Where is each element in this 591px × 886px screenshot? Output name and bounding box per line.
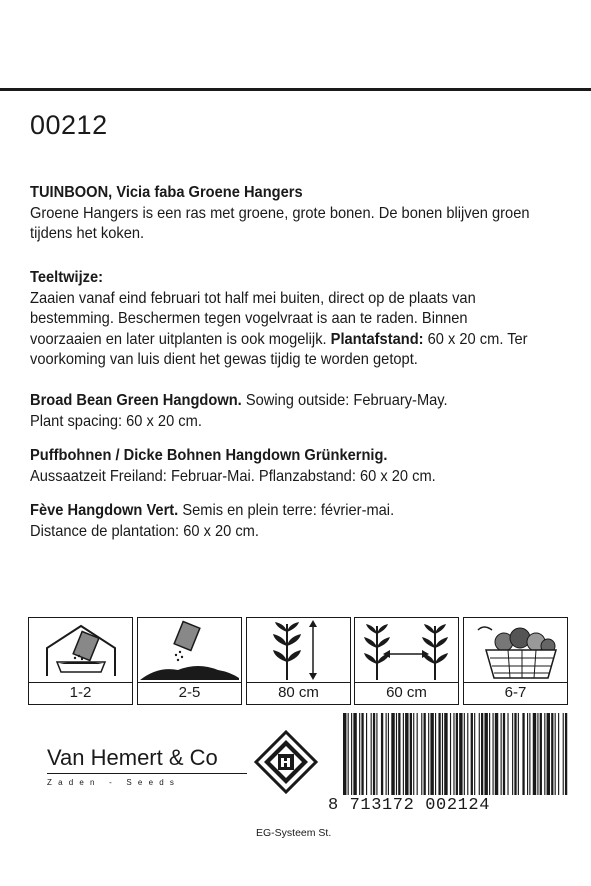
barcode-bar: [537, 713, 538, 795]
barcode-bar: [381, 713, 383, 795]
barcode-bar: [479, 713, 480, 795]
barcode-bar: [366, 713, 367, 795]
sow-indoors-label: 1-2: [28, 682, 133, 705]
brand-tagline: Zaden - Seeds: [47, 778, 181, 787]
barcode-bar: [522, 713, 524, 795]
spacing-text: 60 x 20 cm. Ter voorkoming van luis dient het gewas tijdig te worden getopt.: [30, 330, 528, 368]
barcode-bar: [435, 713, 436, 795]
barcode-bar: [565, 713, 567, 795]
brand-divider: [47, 773, 247, 774]
english-name: Broad Bean Green Hangdown.: [30, 392, 242, 409]
footer-text: EG-Systeem St.: [256, 827, 332, 839]
german-section: [30, 446, 542, 487]
barcode-bar: [450, 713, 451, 795]
french-spacing: Distance de plantation: 60 x 20 cm.: [30, 522, 259, 540]
barcode-bar: [405, 713, 408, 795]
barcode-bar: [555, 713, 556, 795]
brand-name: Van Hemert & Co: [47, 745, 218, 770]
barcode-bar: [386, 713, 387, 795]
barcode-bar: [444, 713, 447, 795]
sowing-icons-row: [28, 617, 566, 705]
french-name: Fève Hangdown Vert.: [30, 502, 179, 519]
barcode-bar: [442, 713, 443, 795]
barcode-bar: [421, 713, 422, 795]
plant-spacing-icon: [354, 617, 459, 683]
french-section: [30, 501, 542, 542]
sow-outdoors-label: 2-5: [137, 682, 242, 705]
barcode-bar: [501, 713, 502, 795]
french-sowing: Semis en plein terre: février-mai.: [182, 502, 395, 519]
barcode-bar: [459, 713, 462, 795]
barcode-bar: [403, 713, 404, 795]
barcode-bar: [551, 713, 553, 795]
barcode-bar: [410, 713, 412, 795]
product-code: 00212: [30, 110, 108, 140]
harvest-label: 6-7: [463, 682, 568, 705]
spacing-label: Plantafstand:: [330, 330, 424, 348]
barcode-bar: [453, 713, 454, 795]
dutch-description: Groene Hangers is een ras met groene, grote bonen. De bonen blijven groen tijdens het koken.: [30, 204, 530, 242]
barcode-bar: [464, 713, 465, 795]
barcode-bar: [540, 713, 542, 795]
cultivation-text: Zaaien vanaf eind februari tot half mei buiten, direct op de plaats van bestemming. Beschermen tegen vogelvraat is aan te raden. Binnen voorzaaien en later uitplanten is ook mogelijk.: [30, 289, 476, 348]
german-name: Puffbohnen / Dicke Bohnen Hangdown Grünkernig.: [30, 447, 388, 464]
barcode-bar: [529, 713, 530, 795]
barcode-bar: [373, 713, 375, 795]
barcode-bar: [518, 713, 519, 795]
barcode-bar: [533, 713, 536, 795]
dutch-title: TUINBOON, Vicia faba Groene Hangers: [30, 184, 303, 201]
harvest-basket-icon: [463, 617, 568, 683]
cultivation-heading: Teeltwijze:: [30, 269, 104, 286]
plant-spacing-label: 60 cm: [354, 682, 459, 705]
barcode-bar: [343, 713, 346, 795]
barcode-bar: [495, 713, 498, 795]
barcode-bar: [563, 713, 564, 795]
barcode-bar: [484, 713, 487, 795]
barcode-bar: [348, 713, 349, 795]
barcode-bar: [547, 713, 550, 795]
barcode-bar: [413, 713, 414, 795]
sow-outdoors-icon: [137, 617, 242, 683]
barcode-bar: [417, 713, 418, 795]
english-section: [30, 391, 542, 432]
barcode-bar: [474, 713, 475, 795]
barcode-bar: [430, 713, 433, 795]
barcode-bar: [467, 713, 468, 795]
barcode-bar: [456, 713, 458, 795]
german-text: Aussaatzeit Freiland: Februar-Mai. Pflanzabstand: 60 x 20 cm.: [30, 467, 436, 485]
barcode-bar: [353, 713, 356, 795]
barcode: [343, 713, 569, 795]
barcode-bar: [471, 713, 473, 795]
barcode-bar: [489, 713, 490, 795]
english-spacing: Plant spacing: 60 x 20 cm.: [30, 412, 202, 430]
barcode-bar: [376, 713, 377, 795]
barcode-bar: [361, 713, 363, 795]
barcode-bar: [481, 713, 483, 795]
company-logo: [254, 730, 318, 794]
barcode-bar: [527, 713, 528, 795]
barcode-bar: [514, 713, 516, 795]
dutch-section: [30, 183, 542, 245]
barcode-number: 8 713172 002124: [328, 796, 491, 815]
barcode-bar: [428, 713, 429, 795]
barcode-bar: [493, 713, 494, 795]
barcode-bar: [398, 713, 400, 795]
barcode-bar: [391, 713, 394, 795]
barcode-bar: [359, 713, 360, 795]
top-rule: [0, 88, 591, 91]
barcode-bar: [351, 713, 352, 795]
barcode-bar: [371, 713, 372, 795]
barcode-bar: [388, 713, 389, 795]
barcode-bar: [544, 713, 545, 795]
barcode-bar: [424, 713, 426, 795]
sow-indoors-icon: [28, 617, 133, 683]
plant-height-label: 80 cm: [246, 682, 351, 705]
cultivation-section: [30, 268, 542, 371]
barcode-bar: [507, 713, 508, 795]
barcode-bar: [558, 713, 559, 795]
plant-height-icon: [246, 617, 351, 683]
barcode-bar: [503, 713, 505, 795]
barcode-bar: [396, 713, 397, 795]
barcode-bar: [512, 713, 513, 795]
barcode-bar: [438, 713, 440, 795]
english-sowing: Sowing outside: February-May.: [245, 392, 448, 409]
